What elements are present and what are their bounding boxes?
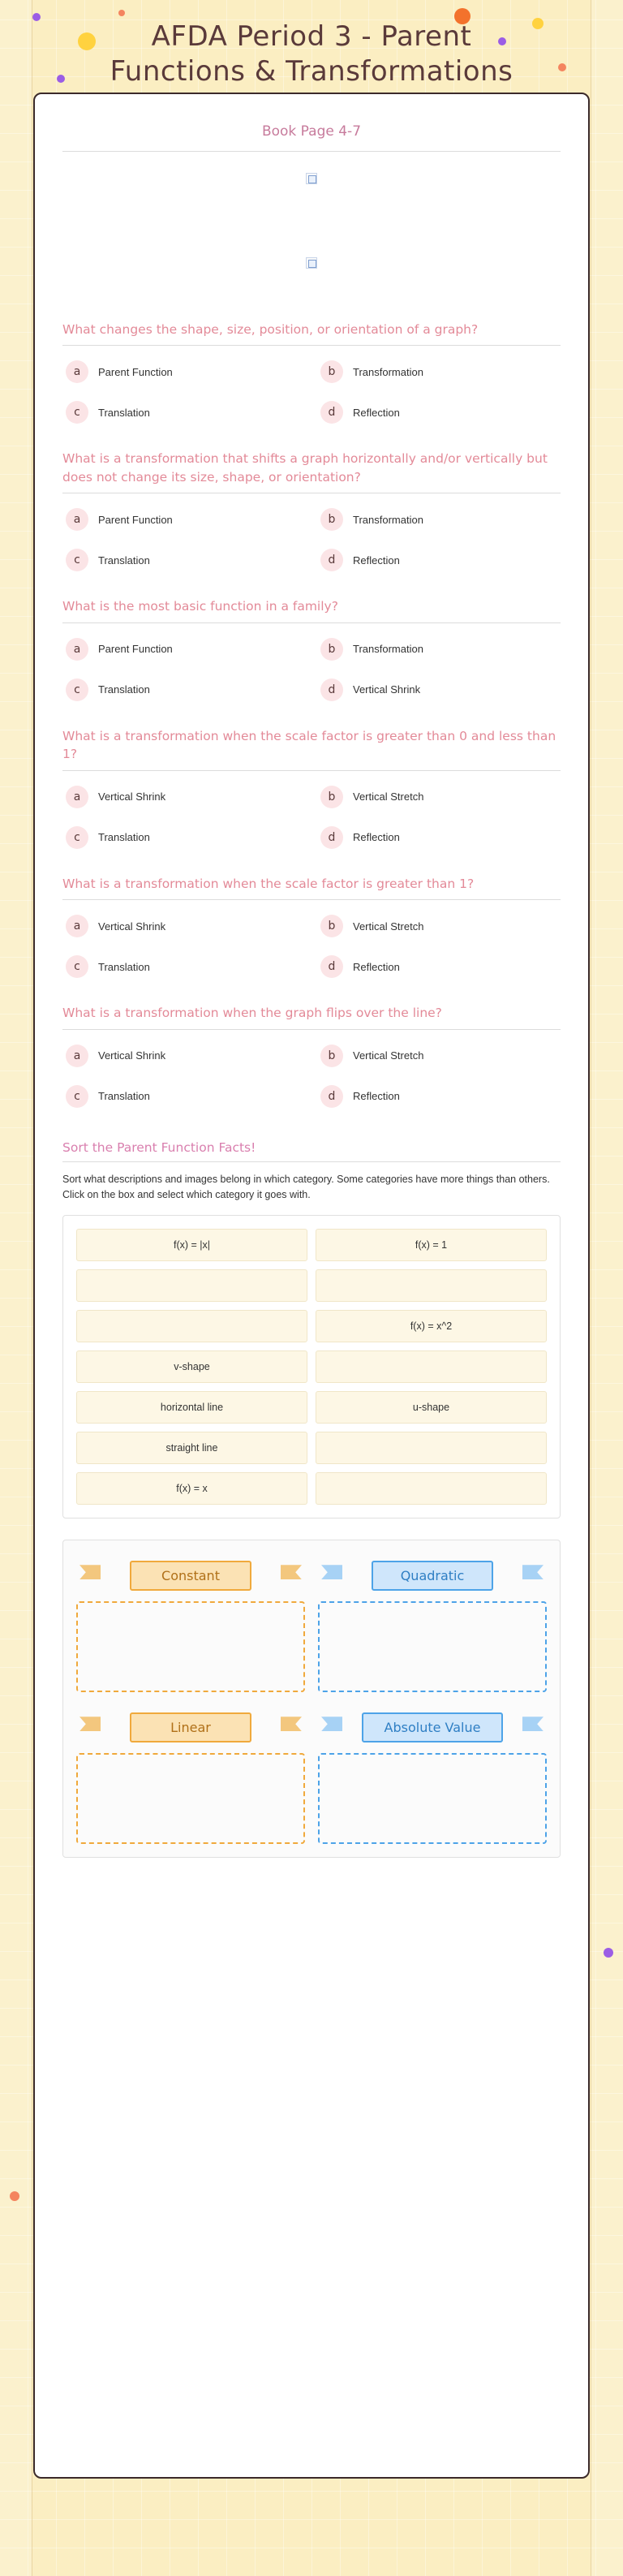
category-constant [76, 1553, 305, 1692]
sort-grid-container [62, 1215, 561, 1518]
answer-label: Translation [98, 960, 150, 973]
answer-letter: d [320, 401, 343, 424]
answer-option[interactable] [317, 821, 561, 854]
answer-letter: a [66, 786, 88, 808]
sort-cell[interactable] [316, 1269, 547, 1302]
category-dropzone[interactable] [318, 1753, 547, 1844]
category-banner [318, 1705, 547, 1750]
question-text: What is a transformation when the scale factor is greater than 1? [62, 875, 561, 900]
category-label: Quadratic [372, 1561, 493, 1591]
answer-option[interactable] [62, 781, 306, 813]
answer-letter: b [320, 508, 343, 531]
answer-option[interactable] [62, 544, 306, 576]
answer-option[interactable] [62, 950, 306, 983]
answer-option[interactable] [317, 1040, 561, 1072]
question-block [62, 727, 561, 854]
sort-cell[interactable]: u-shape [316, 1391, 547, 1424]
answer-options [62, 633, 561, 706]
answer-option[interactable] [317, 910, 561, 942]
answer-letter: a [66, 638, 88, 661]
right-margin-band [591, 0, 623, 2576]
answer-options [62, 355, 561, 429]
category-absolute-value [318, 1705, 547, 1844]
category-area [62, 1540, 561, 1858]
answer-label: Vertical Stretch [353, 1049, 424, 1062]
category-banner [76, 1553, 305, 1598]
answer-letter: b [320, 638, 343, 661]
question-text: What is the most basic function in a family? [62, 597, 561, 622]
sort-cell[interactable]: f(x) = 1 [316, 1229, 547, 1261]
answer-label: Transformation [353, 365, 423, 378]
worksheet-card [33, 93, 590, 2479]
answer-letter: a [66, 508, 88, 531]
answer-letter: c [66, 1085, 88, 1108]
sort-instructions: Sort what descriptions and images belong in which category. Some categories have more things than others. Click on the box and select which category it goes with. [62, 1173, 550, 1200]
answer-option[interactable] [62, 396, 306, 429]
answer-letter: c [66, 678, 88, 701]
answer-option[interactable] [62, 355, 306, 388]
category-dropzone[interactable] [76, 1601, 305, 1692]
answer-option[interactable] [317, 396, 561, 429]
answer-label: Vertical Shrink [353, 683, 421, 696]
page-title: AFDA Period 3 - Parent Functions & Transformations [110, 20, 513, 88]
answer-letter: b [320, 786, 343, 808]
category-label: Constant [130, 1561, 251, 1591]
answer-option[interactable] [317, 355, 561, 388]
answer-option[interactable] [62, 503, 306, 536]
answer-letter: b [320, 1045, 343, 1067]
answer-label: Reflection [353, 960, 400, 973]
confetti-dot [10, 2191, 19, 2201]
answer-option[interactable] [317, 503, 561, 536]
question-block [62, 597, 561, 705]
answer-label: Translation [98, 406, 150, 419]
answer-label: Reflection [353, 554, 400, 566]
confetti-dot [604, 1948, 613, 1958]
answer-label: Vertical Shrink [98, 1049, 166, 1062]
answer-letter: d [320, 549, 343, 571]
category-label: Absolute Value [362, 1712, 504, 1742]
answer-letter: d [320, 678, 343, 701]
category-dropzone[interactable] [318, 1601, 547, 1692]
question-text: What is a transformation that shifts a graph horizontally and/or vertically but does not change its size, shape, or orientation? [62, 450, 561, 493]
question-text: What changes the shape, size, position, or orientation of a graph? [62, 321, 561, 346]
answer-label: Translation [98, 1090, 150, 1103]
answer-options [62, 781, 561, 854]
answer-option[interactable] [317, 1080, 561, 1113]
category-banner [76, 1705, 305, 1750]
answer-letter: b [320, 360, 343, 383]
answer-option[interactable] [62, 674, 306, 706]
answer-label: Vertical Shrink [98, 790, 166, 803]
question-block [62, 450, 561, 576]
answer-label: Reflection [353, 1090, 400, 1103]
sort-grid [76, 1229, 547, 1505]
sort-cell[interactable] [76, 1310, 307, 1342]
sort-cell[interactable]: v-shape [76, 1350, 307, 1383]
category-dropzone[interactable] [76, 1753, 305, 1844]
answer-option[interactable] [317, 950, 561, 983]
sort-cell[interactable] [316, 1432, 547, 1464]
answer-option[interactable] [62, 821, 306, 854]
sort-cell[interactable] [316, 1472, 547, 1505]
question-text: What is a transformation when the graph flips over the line? [62, 1004, 561, 1029]
answer-letter: c [66, 549, 88, 571]
sort-cell[interactable] [316, 1350, 547, 1383]
answer-letter: a [66, 360, 88, 383]
answer-letter: d [320, 1085, 343, 1108]
question-block [62, 321, 561, 429]
answer-label: Vertical Stretch [353, 790, 424, 803]
answer-letter: d [320, 826, 343, 849]
answer-option[interactable] [317, 674, 561, 706]
answer-options [62, 1040, 561, 1113]
image-spacer [62, 290, 561, 321]
sort-cell[interactable]: f(x) = x^2 [316, 1310, 547, 1342]
question-block [62, 875, 561, 983]
answer-label: Reflection [353, 831, 400, 844]
answer-letter: c [66, 955, 88, 978]
sort-cell[interactable]: horizontal line [76, 1391, 307, 1424]
answer-label: Translation [98, 831, 150, 844]
book-page-label: Book Page 4-7 [62, 115, 561, 152]
answer-label: Reflection [353, 406, 400, 419]
answer-label: Translation [98, 683, 150, 696]
answer-option[interactable] [62, 633, 306, 666]
broken-image-icon [306, 257, 317, 269]
sort-cell[interactable] [76, 1269, 307, 1302]
answer-label: Translation [98, 554, 150, 566]
answer-letter: d [320, 955, 343, 978]
sort-cell[interactable]: f(x) = x [76, 1472, 307, 1505]
answer-label: Parent Function [98, 365, 173, 378]
answer-label: Transformation [353, 513, 423, 526]
broken-image-icon [306, 173, 317, 184]
left-margin-band [0, 0, 32, 2576]
answer-option[interactable] [317, 781, 561, 813]
question-block [62, 1004, 561, 1112]
sort-cell[interactable]: f(x) = |x| [76, 1229, 307, 1261]
answer-label: Vertical Shrink [98, 920, 166, 933]
question-text: What is a transformation when the scale factor is greater than 0 and less than 1? [62, 727, 561, 771]
answer-label: Parent Function [98, 643, 173, 656]
answer-letter: c [66, 826, 88, 849]
answer-label: Vertical Stretch [353, 920, 424, 933]
category-linear [76, 1705, 305, 1844]
category-quadratic [318, 1553, 547, 1692]
image-spacer [62, 205, 561, 236]
sort-section-heading: Sort the Parent Function Facts! [62, 1140, 561, 1162]
answer-label: Transformation [353, 643, 423, 656]
category-label: Linear [130, 1712, 251, 1742]
answer-label: Parent Function [98, 513, 173, 526]
answer-options [62, 910, 561, 983]
answer-option[interactable] [62, 1080, 306, 1113]
answer-option[interactable] [317, 633, 561, 666]
answer-option[interactable] [62, 910, 306, 942]
answer-option[interactable] [62, 1040, 306, 1072]
answer-letter: a [66, 915, 88, 937]
answer-letter: a [66, 1045, 88, 1067]
category-banner [318, 1553, 547, 1598]
answer-option[interactable] [317, 544, 561, 576]
answer-letter: c [66, 401, 88, 424]
sort-cell[interactable]: straight line [76, 1432, 307, 1464]
answer-options [62, 503, 561, 576]
answer-letter: b [320, 915, 343, 937]
